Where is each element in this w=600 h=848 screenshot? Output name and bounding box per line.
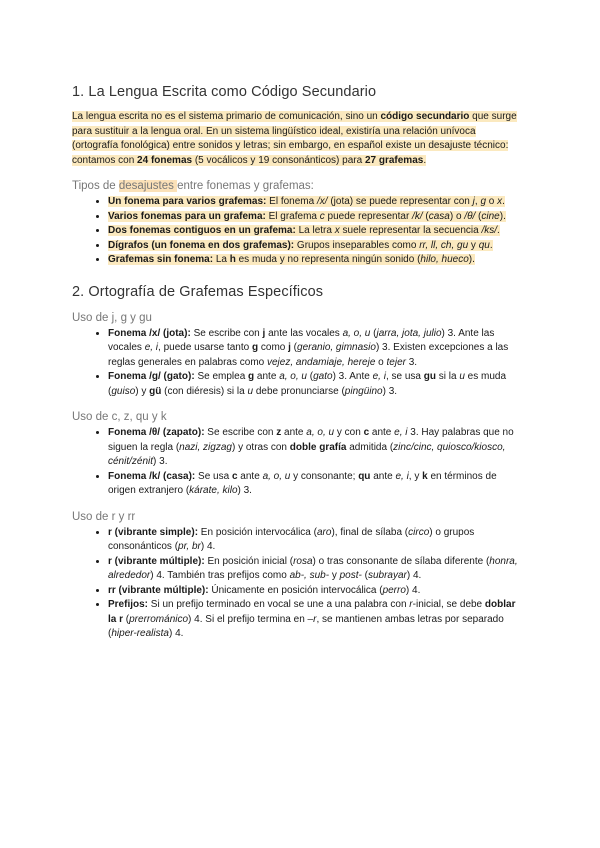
item-text: Grupos inseparables como <box>294 239 420 251</box>
item-italic: /θ/ <box>464 210 476 222</box>
item-bold: qu <box>358 470 371 482</box>
item-text: 3. Hay palabras que no siguen la regla ( <box>108 427 514 453</box>
item-text: (jota) se puede representar con <box>327 196 473 207</box>
item-italic: gato <box>313 371 333 382</box>
list-item <box>108 555 524 584</box>
item-italic: rosa <box>293 555 313 567</box>
item-bold: Fonema /x/ (jota): <box>108 327 191 339</box>
list-item <box>108 210 524 225</box>
item-bold: Varios fonemas para un grafema: <box>108 210 266 222</box>
item-text: debe pronunciarse ( <box>253 385 345 397</box>
item-bold: k <box>422 470 428 482</box>
item-text: , puede usarse tanto <box>158 342 252 353</box>
item-italic: u <box>247 385 254 397</box>
item-text: La letra <box>295 225 335 236</box>
item-text: ( <box>123 613 130 625</box>
item-text: ) 4. <box>200 541 216 552</box>
item-italic: vejez, andamiaje, hereje <box>266 356 376 368</box>
item-text: ante <box>370 470 396 482</box>
subtitle-text-2: entre fonemas y grafemas: <box>177 180 314 192</box>
item-text: . <box>502 196 505 207</box>
item-highlight <box>108 240 493 251</box>
item-text: es muda ( <box>108 371 507 397</box>
item-italic: hiper-realista <box>111 628 169 639</box>
item-italic: e, i <box>394 427 408 438</box>
item-text: o <box>486 196 498 207</box>
item-text: ( <box>361 570 368 581</box>
item-highlight <box>108 196 505 207</box>
item-text: ) o grupos consonánticos ( <box>108 526 475 552</box>
item-text: (con diéresis) si la <box>161 385 248 397</box>
intro-highlight <box>72 111 517 166</box>
item-text: ). <box>468 254 475 265</box>
intro-text-4: . <box>423 154 427 166</box>
item-text: El fonema <box>266 196 317 207</box>
item-text: admitida ( <box>346 441 394 453</box>
item-bold: rr (vibrante múltiple): <box>108 584 209 596</box>
item-text: como <box>258 342 289 353</box>
item-italic: a, o, u <box>342 327 371 339</box>
item-text: , se mantienen ambas letras por separado ( <box>108 613 504 639</box>
item-text: y <box>329 570 340 581</box>
list-item <box>108 526 524 555</box>
item-italic: tejer <box>386 356 406 368</box>
section1-subtitle <box>72 180 524 192</box>
item-italic: rr, ll, ch, gu <box>419 239 469 251</box>
item-italic: e, i <box>395 470 409 482</box>
item-text: suele representar la secuencia <box>339 225 482 236</box>
item-text: ) 4. Si el prefijo termina en <box>188 613 308 625</box>
item-text: ) 3. <box>153 456 168 467</box>
item-italic: e, i <box>144 342 159 353</box>
item-highlight <box>108 225 500 236</box>
item-bold: z <box>276 427 282 438</box>
item-text: o <box>375 356 387 368</box>
item-italic: –r <box>307 613 317 625</box>
item-text: ) 3. Existen excepciones a las reglas generales en palabras como <box>108 342 509 368</box>
intro-text-3: (5 vocálicos y 19 consonánticos) para <box>192 154 365 166</box>
item-italic: subrayar <box>367 570 407 581</box>
item-text: ) y <box>135 385 150 397</box>
item-text: La <box>213 254 230 265</box>
item-text: ) 3. Ante <box>332 371 373 382</box>
item-italic: kárate, kilo <box>189 485 238 496</box>
item-text: ). <box>499 210 506 222</box>
item-italic: r <box>409 599 413 610</box>
list-item <box>108 239 524 254</box>
item-text: ( <box>290 342 298 353</box>
item-italic: circo <box>408 526 430 538</box>
subsection-jg-title: Uso de j, g y gu <box>72 311 152 324</box>
intro-bold-2: 24 fonemas <box>137 154 193 166</box>
document-page <box>72 84 524 642</box>
item-italic: /x/ <box>316 196 328 207</box>
intro-bold-3: 27 grafemas <box>364 154 424 166</box>
intro-text-2: que surge para sustituir a la lengua oral. En un sistema lingüístico ideal, existiría una relación unívoca (ortografía fonológica) entre sonidos y letras; sin embargo, en español existe un desajuste técnico: contamos con <box>72 111 517 166</box>
item-bold: r (vibrante simple): <box>108 526 199 538</box>
r-list <box>72 526 524 642</box>
list-item <box>108 598 524 642</box>
item-text: ) 3. Ante las vocales <box>108 327 495 353</box>
list-item <box>108 195 524 210</box>
item-italic: aro <box>316 526 332 538</box>
item-highlight <box>108 254 475 265</box>
item-italic: post- <box>339 570 362 581</box>
item-text: ) 4. <box>406 570 422 581</box>
item-italic: /ks/ <box>481 225 498 236</box>
item-text: ) o tras consonante de sílaba diferente ( <box>312 555 490 567</box>
item-text: Se usa <box>195 470 232 482</box>
item-text: -inicial, se debe <box>412 599 485 610</box>
item-text: Se emplea <box>194 371 249 382</box>
item-text: ( <box>307 371 314 382</box>
item-text: ) 3. <box>237 485 252 496</box>
list-item <box>108 470 524 499</box>
list-item <box>108 370 524 399</box>
item-text: ante las vocales <box>265 327 343 339</box>
item-text: en términos de origen extranjero ( <box>108 470 497 496</box>
item-text: ante <box>254 371 280 382</box>
item-text: ) 4. <box>405 584 421 596</box>
subsection-cz-title: Uso de c, z, qu y k <box>72 411 167 423</box>
item-text: ) 3. <box>382 385 398 397</box>
item-text: Se escribe con <box>190 327 263 339</box>
item-italic: u <box>459 371 465 382</box>
item-italic: a, o, u <box>262 470 291 482</box>
item-text: En posición intervocálica ( <box>198 526 317 538</box>
item-bold: Fonema /g/ (gato): <box>108 371 195 382</box>
list-item <box>108 426 524 470</box>
subsection-r-title: Uso de r y rr <box>72 510 136 523</box>
section2-title: 2. Ortografía de Grafemas Específicos <box>72 283 324 300</box>
item-text: ) y otras con <box>231 441 290 453</box>
item-text: El grafema <box>265 210 320 222</box>
intro-text-1: La lengua escrita no es el sistema primario de comunicación, sino un <box>72 111 381 122</box>
item-bold: j <box>288 342 291 353</box>
item-text: si la <box>435 371 460 382</box>
item-bold: gu <box>423 371 436 382</box>
item-bold: g <box>248 371 255 382</box>
item-text: ( <box>370 327 377 339</box>
item-bold: j <box>262 327 266 339</box>
intro-bold-1: código secundario <box>380 111 470 122</box>
item-italic: e, i <box>372 371 386 382</box>
item-italic: j <box>472 196 475 207</box>
item-italic: zinc/cinc, quiosco/kiosco, cénit/zénit <box>108 441 506 467</box>
item-text: , <box>474 196 481 207</box>
desajustes-list <box>72 195 524 268</box>
item-italic: qu <box>478 239 490 251</box>
item-text: , se usa <box>385 371 424 382</box>
jg-list <box>72 327 524 400</box>
item-text: ) 4. También tras prefijos como <box>150 570 290 581</box>
item-text: ante <box>369 427 395 438</box>
item-bold: Prefijos: <box>108 599 149 610</box>
item-italic: jarra, jota, julio <box>376 327 442 339</box>
item-italic: casa <box>428 210 450 222</box>
item-italic: g <box>480 196 486 207</box>
list-item <box>108 584 524 599</box>
item-text: puede representar <box>324 210 413 222</box>
item-text: . <box>489 239 493 251</box>
item-bold: g <box>252 342 259 353</box>
item-italic: x <box>497 196 503 207</box>
item-italic: nazi, zigzag <box>179 441 232 453</box>
item-italic: ab-, sub- <box>289 570 330 581</box>
item-text: Únicamente en posición intervocálica ( <box>208 584 383 596</box>
item-text: Si un prefijo terminado en vocal se une a una palabra con <box>148 599 410 610</box>
item-bold: doble grafía <box>289 441 347 453</box>
item-italic: c <box>319 210 325 222</box>
item-bold: gü <box>149 385 162 397</box>
item-italic: a, o, u <box>306 427 335 438</box>
item-text: y con <box>334 427 364 438</box>
item-italic: pingüino <box>344 385 383 397</box>
item-text: ( <box>422 210 429 222</box>
item-bold: Grafemas sin fonema: <box>108 254 214 265</box>
item-italic: a, o, u <box>279 371 307 382</box>
item-italic: prerrománico <box>129 613 189 625</box>
subtitle-text-1: Tipos de <box>72 180 119 192</box>
item-text: ante <box>281 427 307 438</box>
item-italic: guiso <box>111 385 136 397</box>
item-italic: cine <box>481 210 500 222</box>
item-bold: doblar la r <box>108 599 516 625</box>
section1-title: 1. La Lengua Escrita como Código Secundario <box>72 84 377 100</box>
item-italic: perro <box>382 584 406 596</box>
item-text: . <box>497 225 500 236</box>
item-italic: x <box>334 225 340 236</box>
item-text: Se escribe con <box>204 427 277 438</box>
item-bold: Fonema /θ/ (zapato): <box>108 427 205 438</box>
list-item <box>108 327 524 371</box>
item-bold: Un fonema para varios grafemas: <box>108 196 267 207</box>
item-text: 3. <box>405 356 418 368</box>
item-italic: /k/ <box>412 210 423 222</box>
item-text: es muda y no representa ningún sonido ( <box>235 254 421 265</box>
item-text: ), final de sílaba ( <box>331 526 409 538</box>
item-text: , y <box>408 470 423 482</box>
item-bold: Fonema /k/ (casa): <box>108 470 196 482</box>
item-bold: Dos fonemas contiguos en un grafema: <box>108 225 296 236</box>
cz-list <box>72 426 524 499</box>
item-italic: geranio, gimnasio <box>297 342 376 353</box>
item-bold: c <box>363 427 370 438</box>
item-bold: h <box>229 254 236 265</box>
item-text: ) 4. <box>168 628 184 639</box>
item-bold: r (vibrante múltiple): <box>108 555 205 567</box>
item-italic: pr, br <box>178 541 201 552</box>
subtitle-highlight: desajustes <box>118 180 178 192</box>
section1-intro <box>72 110 524 168</box>
list-item <box>108 253 524 268</box>
item-highlight <box>108 211 506 222</box>
item-text: ) o <box>449 210 465 222</box>
item-text: En posición inicial ( <box>204 555 294 567</box>
item-text: y consonante; <box>290 470 359 482</box>
list-item <box>108 224 524 239</box>
item-italic: hilo, hueco <box>420 254 469 265</box>
item-text: ante <box>237 470 263 482</box>
item-text: ( <box>475 210 482 222</box>
item-bold: c <box>231 470 238 482</box>
item-bold: Dígrafos (un fonema en dos grafemas): <box>108 239 295 251</box>
item-italic: honra, alrededor <box>108 555 518 581</box>
item-text: y <box>468 239 479 251</box>
